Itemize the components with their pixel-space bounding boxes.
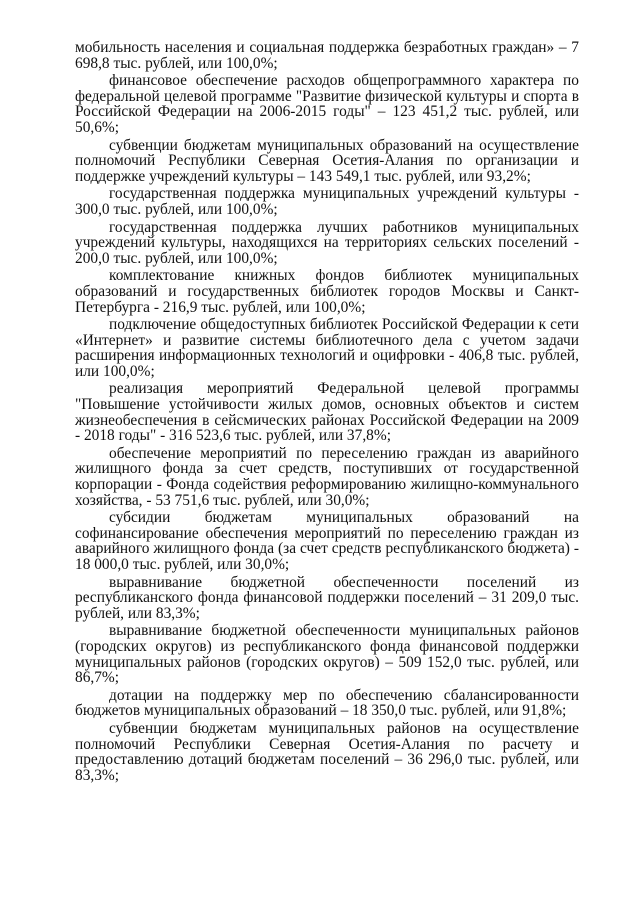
- paragraph-district-subventions: субвенции бюджетам муниципальных районов на осуществление полномочий Республики Северная Осетия-Алания по расчету и предоставлению дотаций бюджетам поселений – 36 296,0 тыс. рублей, или 83,3%;: [75, 719, 579, 784]
- paragraph-unemployed-support: мобильность населения и социальная поддержка безработных граждан» – 7 698,8 тыс. рублей, или 100,0%;: [75, 39, 579, 72]
- paragraph-resettlement-fund: обеспечение мероприятий по переселению граждан из аварийного жилищного фонда за счет средств, поступивших от государственной корпорации - Фонда содействия реформированию жилищно-коммунального хозяйства, - 53 751,6 тыс. рублей, или 30,0%;: [75, 444, 579, 509]
- paragraph-sport-program: финансовое обеспечение расходов общепрограммного характера по федеральной целевой программе "Развитие физической культуры и спорта в Российской Федерации на 2006-2015 годы" – 123 451,2 тыс. рублей, или 50,6%;: [75, 72, 579, 136]
- paragraph-internet-libraries: подключение общедоступных библиотек Российской Федерации к сети «Интернет» и развитие системы библиотечного дела с учетом задачи расширения информационных технологий и оцифровки - 406,8 тыс. рублей, или 100,0%;: [75, 316, 579, 380]
- paragraph-seismic-program: реализация мероприятий Федеральной целевой программы "Повышение устойчивости жилых домов, основных объектов и систем жизнеобеспечения в сейсмических районах Российской Федерации на 2009 - 2018 годы" - 316 523,6 тыс. рублей, или 37,8%;: [75, 380, 579, 445]
- paragraph-culture-institutions-support: государственная поддержка муниципальных учреждений культуры - 300,0 тыс. рублей, или 100,0%;: [75, 185, 579, 218]
- paragraph-balance-grants: дотации на поддержку мер по обеспечению сбалансированности бюджетов муниципальных образований – 18 350,0 тыс. рублей, или 91,8%;: [75, 686, 579, 720]
- paragraph-culture-subventions: субвенции бюджетам муниципальных образований на осуществление полномочий Республики Северная Осетия-Алания по организации и поддержке учреждений культуры – 143 549,1 тыс. рублей, или 93,2%;: [75, 136, 579, 185]
- paragraph-resettlement-cofinancing: субсидии бюджетам муниципальных образований на софинансирование обеспечения мероприятий по переселению граждан из аварийного жилищного фонда (за счет средств республиканского бюджета) - 18 000,0 тыс. рублей, или 30,0%;: [75, 509, 579, 573]
- paragraph-best-workers-support: государственная поддержка лучших работников муниципальных учреждений культуры, находящихся на территориях сельских поселений - 200,0 тыс. рублей, или 100,0%;: [75, 218, 579, 267]
- paragraph-settlements-equalization: выравнивание бюджетной обеспеченности поселений из республиканского фонда финансовой поддержки поселений – 31 209,0 тыс. рублей, или 83,3%;: [75, 573, 579, 622]
- paragraph-book-funds: комплектование книжных фондов библиотек муниципальных образований и государственных библиотек городов Москвы и Санкт-Петербурга - 216,9 тыс. рублей, или 100,0%;: [75, 267, 579, 316]
- document-page: [75, 40, 579, 785]
- paragraph-districts-equalization: выравнивание бюджетной обеспеченности муниципальных районов (городских округов) из республиканского фонда финансовой поддержки муниципальных районов (городских округов) – 509 152,0 тыс. рублей, или 86,7%;: [75, 622, 579, 687]
